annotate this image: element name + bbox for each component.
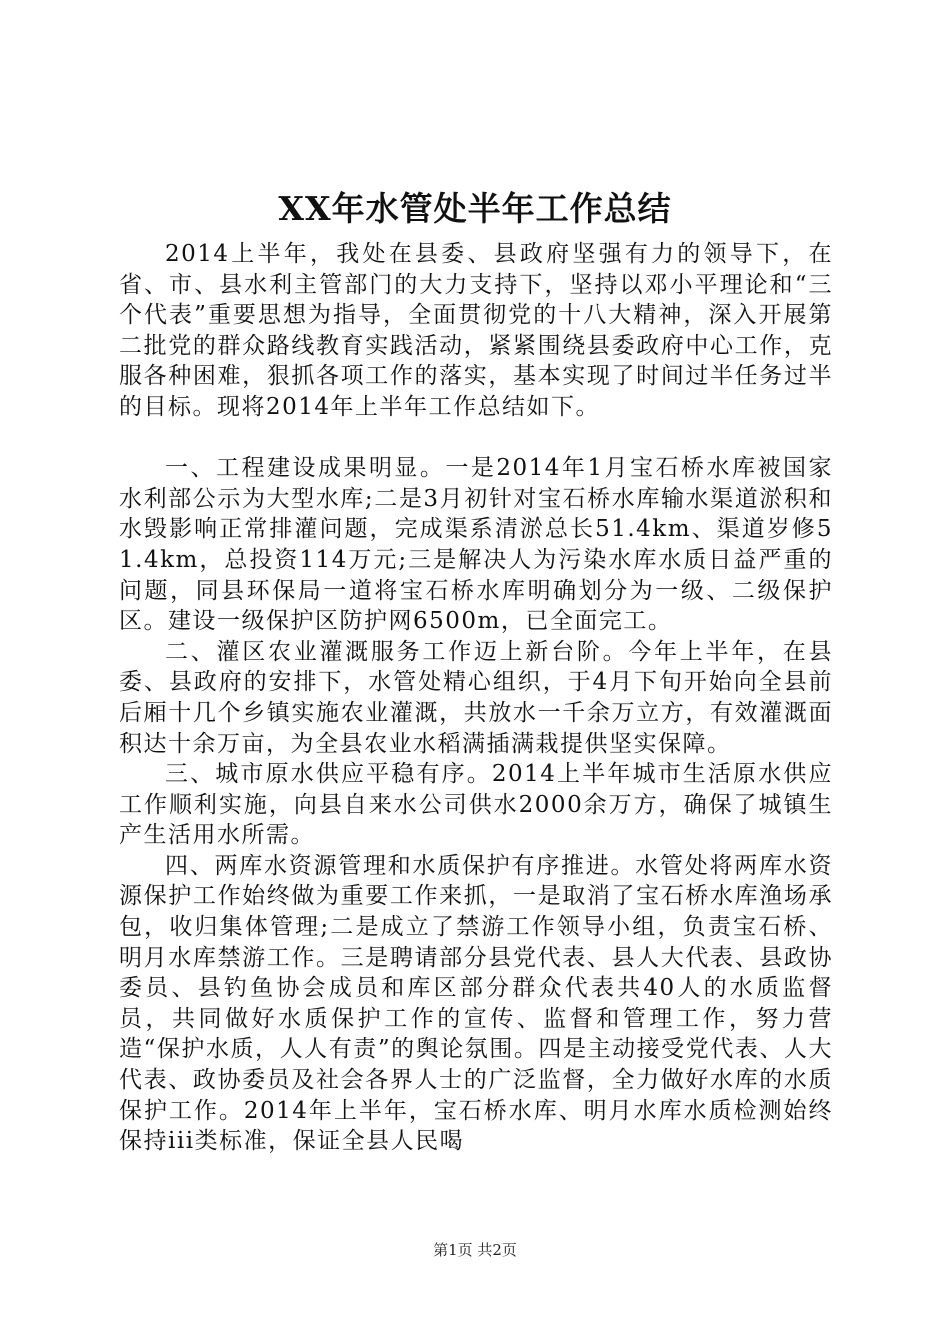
paragraph-spacer bbox=[119, 423, 833, 454]
page-number-footer: 第1页 共2页 bbox=[433, 1241, 517, 1259]
document-body bbox=[119, 239, 833, 1157]
section-1-paragraph: 一、工程建设成果明显。一是2014年1月宝石桥水库被国家水利部公示为大型水库;二是3月初针对宝石桥水库输水渠道淤积和水毁影响正常排灌问题，完成渠系清淤总长51.4km、渠道岁修51.4km，总投资114万元;三是解决人为污染水库水质日益严重的问题，同县环保局一道将宝石桥水库明确划分为一级、二级保护区。建设一级保护区防护网6500m，已全面完工。 bbox=[119, 455, 833, 635]
document-title: XX年水管处半年工作总结 bbox=[278, 189, 672, 228]
section-3-paragraph: 三、城市原水供应平稳有序。2014上半年城市生活原水供应工作顺利实施，向县自来水公司供水2000余万方，确保了城镇生产生活用水所需。 bbox=[119, 761, 833, 849]
intro-paragraph: 2014上半年，我处在县委、县政府坚强有力的领导下，在省、市、县水利主管部门的大力支持下，坚持以邓小平理论和“三个代表”重要思想为指导，全面贯彻党的十八大精神，深入开展第二批党的群众路线教育实践活动，紧紧围绕县委政府中心工作，克服各种困难，狠抓各项工作的落实，基本实现了时间过半任务过半的目标。现将2014年上半年工作总结如下。 bbox=[119, 241, 833, 420]
section-4-paragraph: 四、两库水资源管理和水质保护有序推进。水管处将两库水资源保护工作始终做为重要工作来抓，一是取消了宝石桥水库渔场承包，收归集体管理;二是成立了禁游工作领导小组，负责宝石桥、明月水库禁游工作。三是聘请部分县党代表、县人大代表、县政协委员、县钓鱼协会成员和库区部分群众代表共40人的水质监督员，共同做好水质保护工作的宣传、监督和管理工作，努力营造“保护水质，人人有责”的舆论氛围。四是主动接受党代表、人大代表、政协委员及社会各界人士的广泛监督，全力做好水库的水质保护工作。2014年上半年，宝石桥水库、明月水库水质检测始终保持iii类标准，保证全县人民喝 bbox=[119, 852, 833, 1155]
section-2-paragraph: 二、灌区农业灌溉服务工作迈上新台阶。今年上半年，在县委、县政府的安排下，水管处精心组织，于4月下旬开始向全县前后厢十几个乡镇实施农业灌溉，共放水一千余万立方，有效灌溉面积达十余万亩，为全县农业水稻满插满栽提供坚实保障。 bbox=[119, 638, 833, 757]
